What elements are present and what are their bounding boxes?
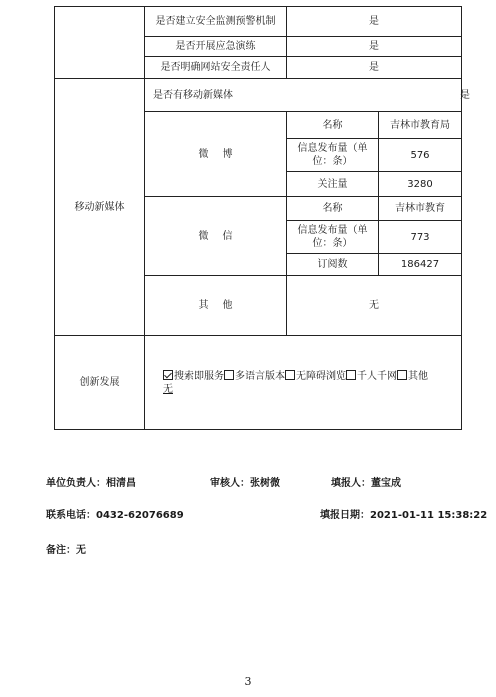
report-table (54, 6, 470, 430)
weibo-name-label: 名称 (287, 112, 379, 139)
wechat-posts-value: 773 (379, 221, 462, 254)
other-value: 无 (287, 276, 462, 336)
weibo-followers-value: 3280 (379, 172, 462, 197)
filler: 填报人：董宝成 (331, 478, 401, 489)
responsible-value: 是 (287, 57, 462, 79)
has-media-label: 是否有移动新媒体 (153, 90, 233, 101)
table-row (55, 79, 462, 112)
option-label: 搜索即服务 (174, 370, 224, 382)
innovation-label: 创新发展 (55, 336, 145, 430)
has-media-row (145, 79, 470, 112)
weibo-label: 微博 (145, 112, 287, 197)
wechat-posts-label: 信息发布量（单位：条） (287, 221, 379, 254)
table-row (55, 7, 462, 37)
option-label: 多语言版本 (235, 370, 285, 382)
phone: 联系电话：0432-62076689 (46, 510, 184, 521)
wechat-label: 微信 (145, 197, 287, 276)
monitoring-value: 是 (287, 7, 462, 37)
wechat-name-value: 吉林市教育 (379, 197, 462, 221)
wechat-name-label: 名称 (287, 197, 379, 221)
option-label: 其他 (408, 370, 428, 382)
checkbox-search-service[interactable] (163, 370, 173, 380)
blank-cell (55, 7, 145, 79)
report-date: 填报日期：2021-01-11 15:38:22 (320, 510, 488, 521)
weibo-followers-label: 关注量 (287, 172, 379, 197)
checkbox-personalized[interactable] (346, 370, 356, 380)
drill-value: 是 (287, 37, 462, 57)
option-label: 无障碍浏览 (296, 370, 346, 382)
responsible-label: 是否明确网站安全责任人 (145, 57, 287, 79)
media-section-label: 移动新媒体 (55, 79, 145, 336)
checkbox-other[interactable] (397, 370, 407, 380)
weibo-posts-label: 信息发布量（单位：条） (287, 139, 379, 172)
checkbox-accessibility[interactable] (285, 370, 295, 380)
has-media-value: 是 (460, 90, 470, 101)
wechat-subscribers-label: 订阅数 (287, 254, 379, 276)
wechat-subscribers-value: 186427 (379, 254, 462, 276)
weibo-name-value: 吉林市教育局 (379, 112, 462, 139)
table-row (55, 336, 462, 430)
drill-label: 是否开展应急演练 (145, 37, 287, 57)
other-text: 无 (163, 383, 173, 395)
remark: 备注：无 (46, 545, 86, 556)
checkbox-multilingual[interactable] (224, 370, 234, 380)
reviewer: 审核人：张树微 (210, 478, 280, 489)
other-label: 其他 (145, 276, 287, 336)
innovation-options (145, 336, 462, 430)
weibo-posts-value: 576 (379, 139, 462, 172)
option-label: 千人千网 (357, 370, 397, 382)
page-number: 3 (244, 675, 252, 688)
monitoring-label: 是否建立安全监测预警机制 (145, 7, 287, 37)
unit-head: 单位负责人：相清昌 (46, 478, 136, 489)
